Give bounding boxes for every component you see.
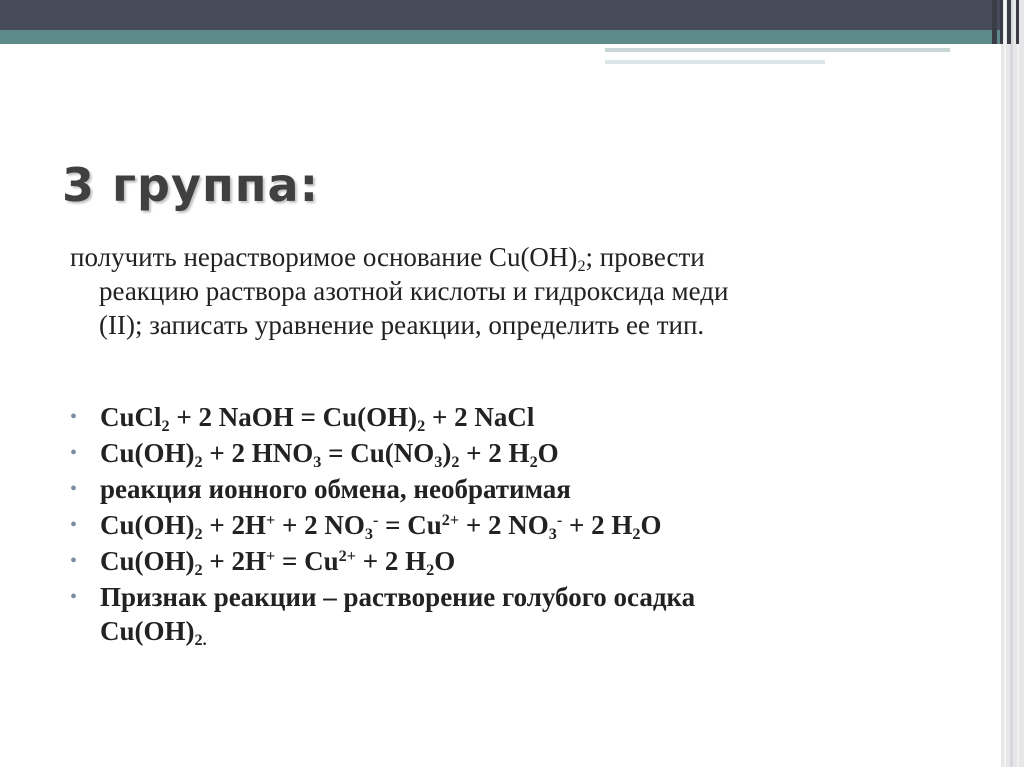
top-right-stripe bbox=[992, 0, 997, 44]
task-line-3: (II); записать уравнение реакции, определить ее тип. bbox=[99, 310, 705, 340]
right-edge-stripe bbox=[1004, 0, 1006, 767]
top-right-stripe bbox=[1007, 0, 1011, 44]
bullet-icon: • bbox=[70, 586, 78, 608]
bullet-icon: • bbox=[70, 442, 78, 464]
task-description bbox=[70, 240, 930, 342]
task-line-1: получить нерастворимое основание $Cu(OH)_2$; провести bbox=[70, 242, 705, 275]
equation-item: • CuCl$_2$ + 2 NaOH = $Cu(OH)_2 + 2$ NaCl bbox=[70, 402, 535, 435]
equation-item: • реакция ионного обмена, необратимая bbox=[70, 474, 571, 504]
equation-item: • Признак реакции – растворение голубого осадка $Cu(OH)_{2.}$ bbox=[70, 582, 696, 649]
equation-item: • $Cu(OH)_2 + 2H^+ + 2$ $NO_3^- = Cu^{2+} + 2$ $NO_3^- + 2$ $H_2O$ bbox=[70, 510, 662, 543]
slide-title: 3 группа: bbox=[62, 158, 319, 212]
equation-item: • $Cu(OH)_2 + 2$ $HNO_3 = Cu(NO_3)_2 + 2$ $H_2O$ bbox=[70, 438, 559, 471]
bullet-icon: • bbox=[70, 550, 78, 572]
right-edge-stripe bbox=[1010, 0, 1013, 767]
accent-line bbox=[605, 60, 825, 64]
task-line-2: реакцию раствора азотной кислоты и гидроксида меди bbox=[99, 276, 729, 306]
top-teal-bar bbox=[0, 30, 1024, 44]
right-edge-stripe bbox=[1017, 0, 1019, 767]
equation-list bbox=[70, 400, 970, 650]
top-right-stripe bbox=[1000, 0, 1003, 44]
accent-line bbox=[605, 48, 950, 52]
equation-item: • $Cu(OH)_2 + 2H^+ = Cu^{2+} + 2$ $H_2O$ bbox=[70, 546, 456, 579]
bullet-icon: • bbox=[70, 514, 78, 536]
top-right-stripe bbox=[1016, 0, 1019, 44]
bullet-icon: • bbox=[70, 406, 78, 428]
top-dark-bar bbox=[0, 0, 1024, 30]
bullet-icon: • bbox=[70, 478, 78, 500]
